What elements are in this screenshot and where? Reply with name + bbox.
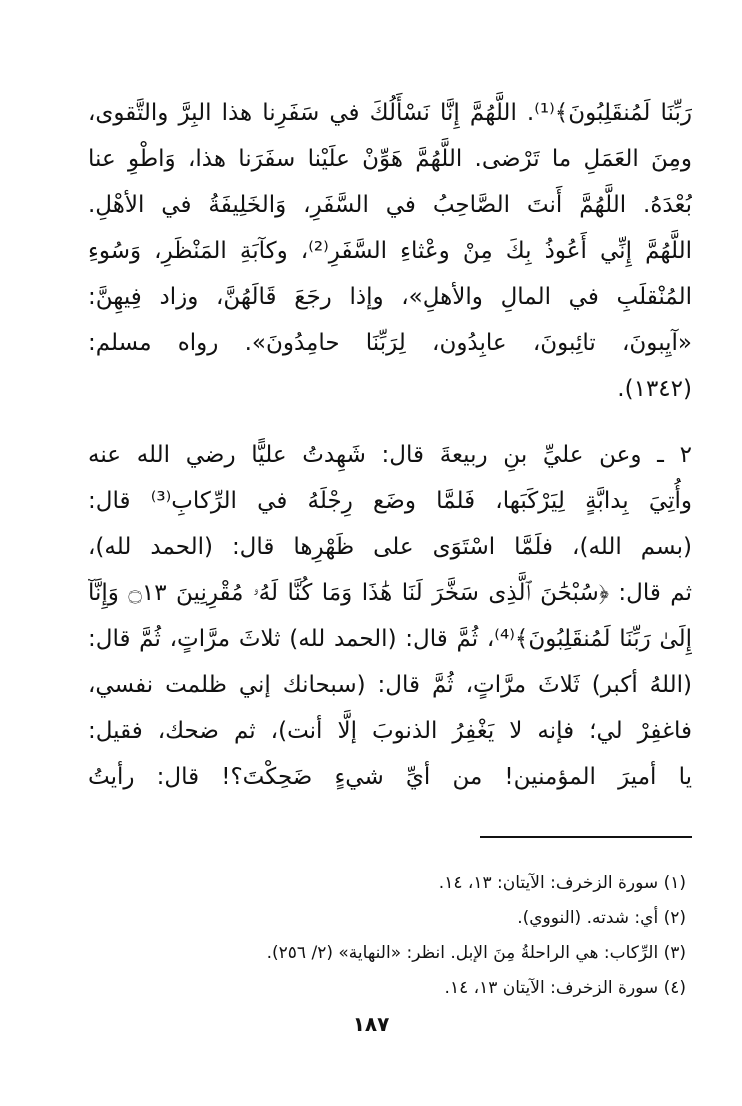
footnote-3: (٣) الرِّكاب: هي الراحلةُ مِنَ الإبل. انظر: «النهاية» (٢/ ٢٥٦).	[266, 943, 686, 963]
text-line-15: يا أميرَ المؤمنين! من أيِّ شيءٍ ضَحِكْتَ؟! قال: رأيتُ	[88, 764, 692, 790]
footnote-2: (٢) أي: شدته. (النووي).	[517, 908, 686, 928]
footnote-4: (٤) سورة الزخرف: الآيتان ١٣، ١٤.	[444, 978, 686, 998]
text-line-5: المُنْقلَبِ في المالِ والأهلِ»، وإذا رجَعَ قَالَهُنَّ، وزاد فِيهِنَّ:	[88, 284, 692, 310]
text-line-8: ٢ ـ وعن عليِّ بنِ ربيعةَ قال: شَهِدتُ عليًّا رضي الله عنه	[88, 442, 692, 468]
text-line-6: «آيِبونَ، تائِبونَ، عابِدُون، لِرَبِّنَا حامِدُونَ». رواه مسلم:	[88, 330, 692, 356]
footnote-divider	[480, 836, 692, 838]
footnote-1: (١) سورة الزخرف: الآيتان: ١٣، ١٤.	[438, 873, 686, 893]
text-line-9: وأُتِيَ بِدابَّةٍ لِيَرْكَبَها، فَلمَّا وضَع رِجْلَهُ في الرِّكابِ⁽³⁾ قال:	[88, 488, 692, 514]
text-line-7: (١٣٤٢).	[617, 376, 692, 402]
text-line-3: بُعْدَهُ. اللَّهُمَّ أَنتَ الصَّاحِبُ في السَّفَرِ، وَالخَلِيفَةُ في الأهْلِ.	[88, 192, 692, 218]
text-line-2: ومِنَ العَمَلِ ما تَرْضى. اللَّهُمَّ هَوِّنْ علَيْنا سفَرَنا هذا، وَاطْوِ عنا	[88, 146, 692, 172]
page-number: ١٨٧	[352, 1012, 390, 1036]
text-line-11: ثم قال: ﴿سُبْحَٰنَ ٱلَّذِى سَخَّرَ لَنَا هَٰذَا وَمَا كُنَّا لَهُۥ مُقْرِنِينَ ۝١٣ وَإِنَّآ	[88, 580, 692, 606]
text-line-1: رَبِّنَا لَمُنقَلِبُونَ﴾⁽¹⁾. اللَّهُمَّ إِنَّا نَسْأَلُكَ في سَفَرِنا هذا البِرَّ والتَّقوى،	[88, 100, 692, 126]
text-line-14: فاغفِرْ لي؛ فإنه لا يَغْفِرُ الذنوبَ إلَّا أنت)، ثم ضحك، فقيل:	[88, 718, 692, 744]
text-line-13: (اللهُ أكبر) ثَلاثَ مرَّاتٍ، ثُمَّ قال: (سبحانك إني ظلمت نفسي،	[88, 672, 692, 698]
text-line-12: إِلَىٰ رَبِّنَا لَمُنقَلِبُونَ﴾⁽⁴⁾، ثُمَّ قال: (الحمد لله) ثلاثَ مرَّاتٍ، ثُمَّ قال:	[88, 626, 692, 652]
text-line-4: اللَّهُمَّ إِنِّي أَعُوذُ بِكَ مِنْ وعْثاءِ السَّفَرِ⁽²⁾، وكآبَةِ المَنْظَرِ، وَسُوءِ	[88, 238, 692, 264]
main-text	[88, 90, 692, 800]
footnotes	[86, 866, 686, 1006]
text-line-10: (بسم الله)، فلَمَّا اسْتَوَى على ظَهْرِها قال: (الحمد لله)،	[88, 534, 692, 560]
